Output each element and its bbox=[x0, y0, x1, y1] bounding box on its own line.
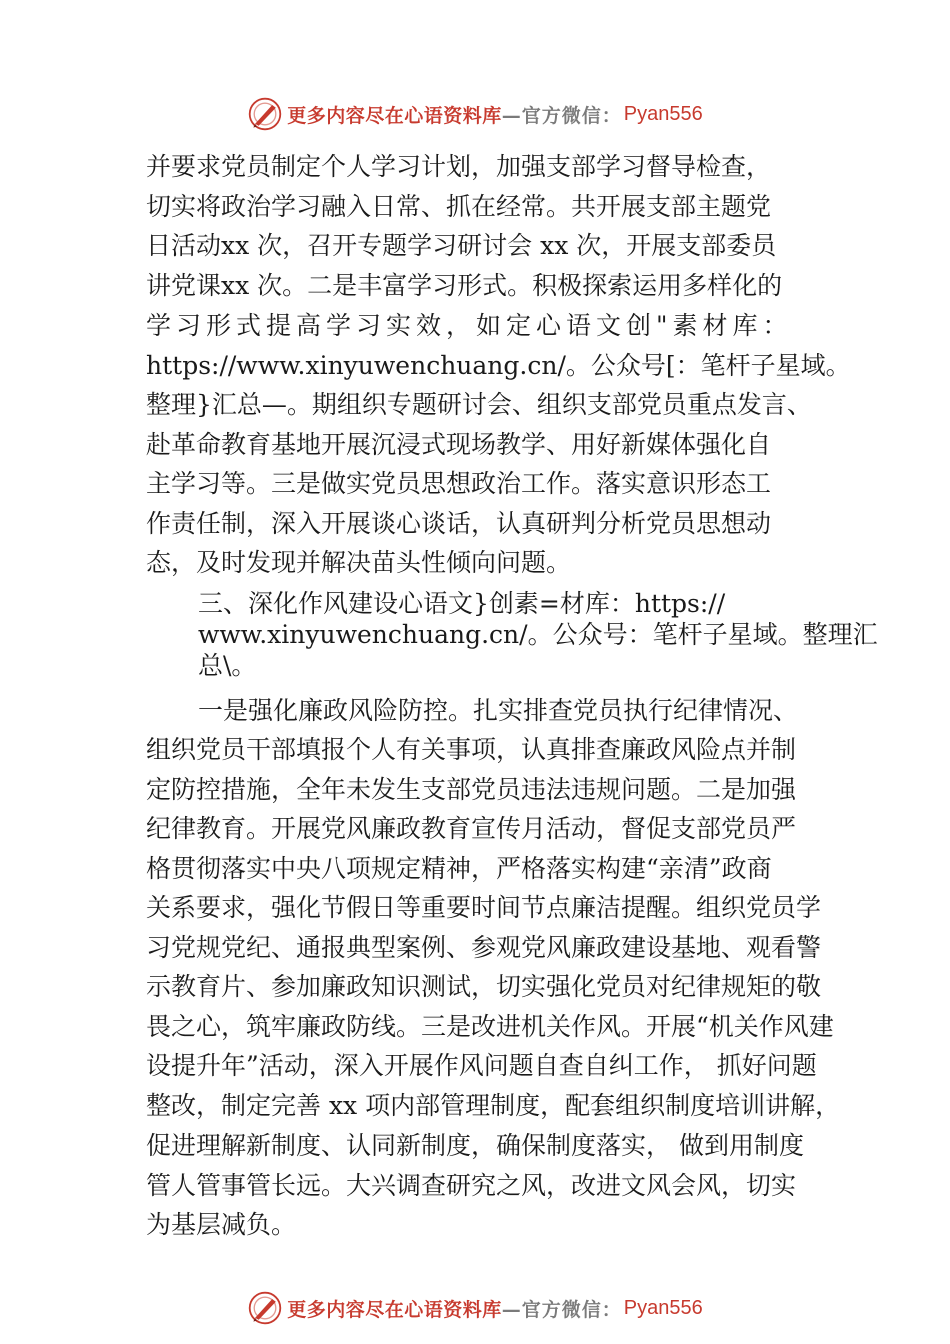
text-line: 态，及时发现并解决苗头性倾向问题。 bbox=[146, 548, 572, 577]
text-line: 设提升年”活动，深入开展作风问题自查自纠工作， 抓好问题 bbox=[146, 1051, 817, 1080]
banner-wechat-label: —官方微信： bbox=[501, 1298, 622, 1321]
text-line: 管人管事管长远。大兴调查研究之风，改进文风会风，切实 bbox=[146, 1171, 797, 1200]
text-line: 畏之心，筑牢廉政防线。三是改进机关作风。开展“机关作风建 bbox=[146, 1012, 834, 1041]
text-line: https://www.xinyuwenchuang.cn/。公众号[：笔杆子星域。 bbox=[146, 351, 851, 380]
text-line: 格贯彻落实中央八项规定精神，严格落实构建“亲清”政商 bbox=[146, 854, 772, 883]
text-line: 促进理解新制度、认同新制度，确保制度落实， 做到用制度 bbox=[146, 1131, 804, 1160]
text-line: 日活动xx 次，召开专题学习研讨会 xx 次，开展支部委员 bbox=[146, 231, 777, 260]
banner-wechat-id: Pyan556 bbox=[623, 1296, 703, 1319]
footer-watermark-banner bbox=[0, 1288, 950, 1328]
text-line: 并要求党员制定个人学习计划，加强支部学习督导检查， bbox=[146, 152, 772, 181]
text-line: 定防控措施，全年未发生支部党员违法违规问题。二是加强 bbox=[146, 775, 797, 804]
text-line: 示教育片、参加廉政知识测试，切实强化党员对纪律规矩的敬 bbox=[146, 972, 822, 1001]
text-line: 纪律教育。开展党风廉政教育宣传月活动，督促支部党员严 bbox=[146, 814, 797, 843]
text-line: 讲党课xx 次。二是丰富学习形式。积极探索运用多样化的 bbox=[146, 271, 783, 300]
section-heading-line: 总\。 bbox=[198, 651, 257, 680]
text-line: 整理}汇总—。期组织专题研讨会、组织支部党员重点发言、 bbox=[146, 390, 812, 419]
text-line: 主学习等。三是做实党员思想政治工作。落实意识形态工 bbox=[146, 469, 772, 498]
text-line: 一是强化廉政风险防控。扎实排查党员执行纪律情况、 bbox=[198, 696, 799, 725]
banner-wechat-label: —官方微信： bbox=[501, 104, 622, 127]
pen-ink-logo-icon bbox=[247, 1290, 283, 1326]
text-line: 整改，制定完善 xx 项内部管理制度，配套组织制度培训讲解， bbox=[146, 1091, 841, 1120]
banner-library-text: 更多内容尽在心语资料库 bbox=[287, 104, 502, 127]
text-line: 切实将政治学习融入日常、抓在经常。共开展支部主题党 bbox=[146, 192, 772, 221]
text-line: 习党规党纪、通报典型案例、参观党风廉政建设基地、观看警 bbox=[146, 933, 822, 962]
text-line: 关系要求，强化节假日等重要时间节点廉洁提醒。组织党员学 bbox=[146, 893, 822, 922]
banner-library-text: 更多内容尽在心语资料库 bbox=[287, 1298, 502, 1321]
pen-ink-logo-icon bbox=[247, 96, 283, 132]
text-line: 组织党员干部填报个人有关事项，认真排查廉政风险点并制 bbox=[146, 735, 797, 764]
header-watermark-banner bbox=[0, 94, 950, 134]
section-heading-line: 三、深化作风建设心语文}创素=材库：https:// bbox=[198, 589, 726, 618]
text-line: 赴革命教育基地开展沉浸式现场教学、用好新媒体强化自 bbox=[146, 430, 772, 459]
text-line: 作责任制，深入开展谈心谈话，认真研判分析党员思想动 bbox=[146, 509, 772, 538]
text-line: 学习形式提高学习实效，如定心语文创"素材库： bbox=[146, 311, 793, 340]
text-line: 为基层减负。 bbox=[146, 1210, 297, 1239]
banner-wechat-id: Pyan556 bbox=[623, 102, 703, 125]
section-heading-line: www.xinyuwenchuang.cn/。公众号：笔杆子星域。整理汇 bbox=[198, 620, 878, 649]
